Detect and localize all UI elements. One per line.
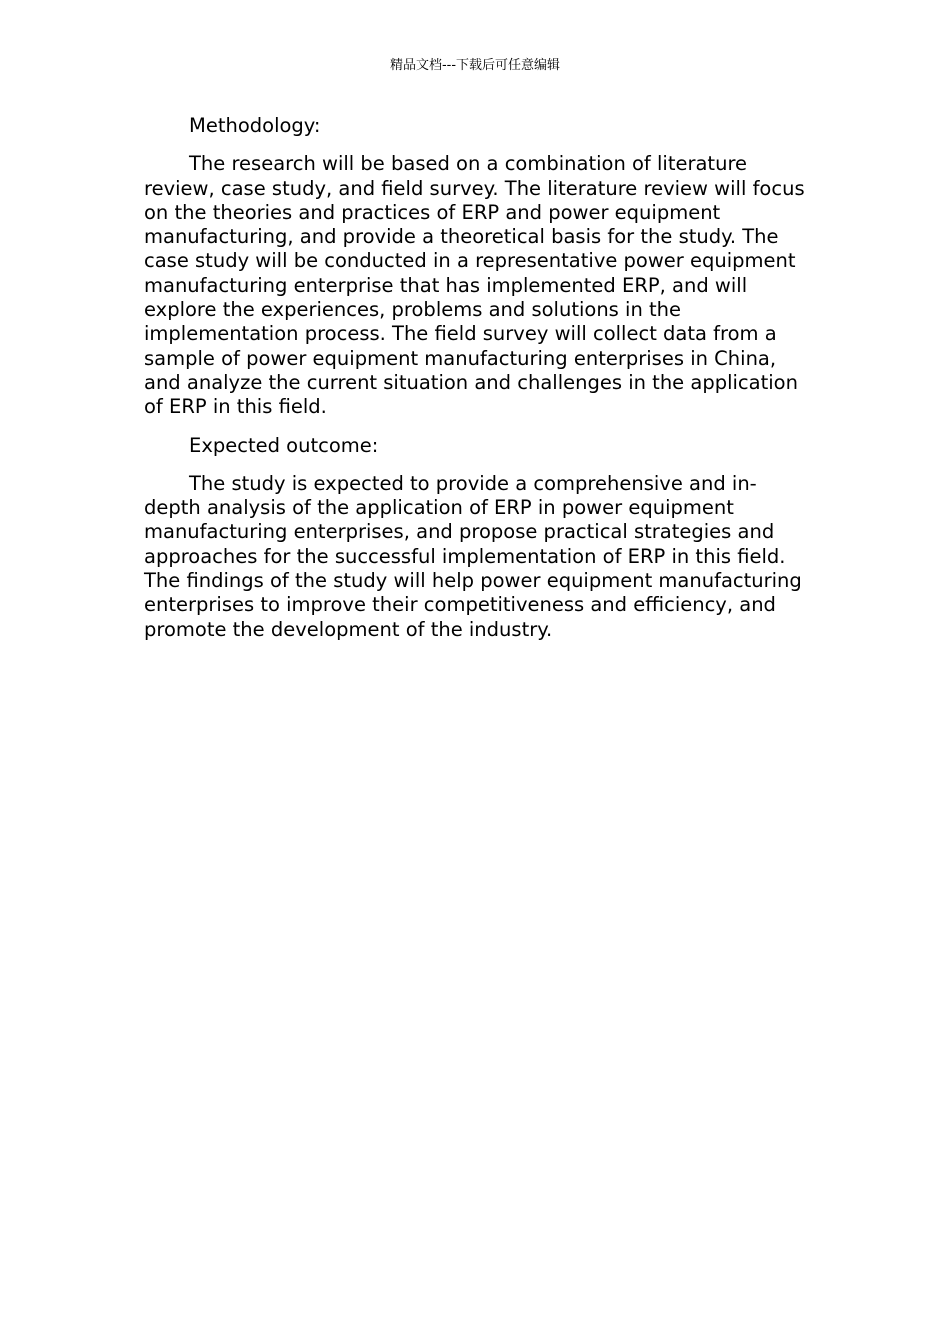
methodology-paragraph: The research will be based on a combination of literature review, case study, and field survey. The literature review will focus on the theories and practices of ERP and power equipment manufacturing, and provide a theoretical basis for the study. The case study will be conducted in a representative power equipment manufacturing enterprise that has implemented ERP, and will explore the experiences, problems and solutions in the implementation process. The field survey will collect data from a sample of power equipment manufacturing enterprises in China, and analyze the current situation and challenges in the application of ERP in this field. <box>144 152 805 419</box>
methodology-heading: Methodology: <box>189 114 321 137</box>
page-header: 精品文档---下载后可任意编辑 <box>389 58 561 73</box>
expected-outcome-heading: Expected outcome: <box>189 433 379 457</box>
expected-outcome-paragraph: The study is expected to provide a comprehensive and in-depth analysis of the application of ERP in power equipment manufacturing enterprises, and propose practical strategies and approaches for the successful implementation of ERP in this field. The findings of the study will help power equipment manufacturing enterprises to improve their competitiveness and efficiency, and promote the development of the industry. <box>144 471 802 641</box>
document-body <box>144 114 810 656</box>
